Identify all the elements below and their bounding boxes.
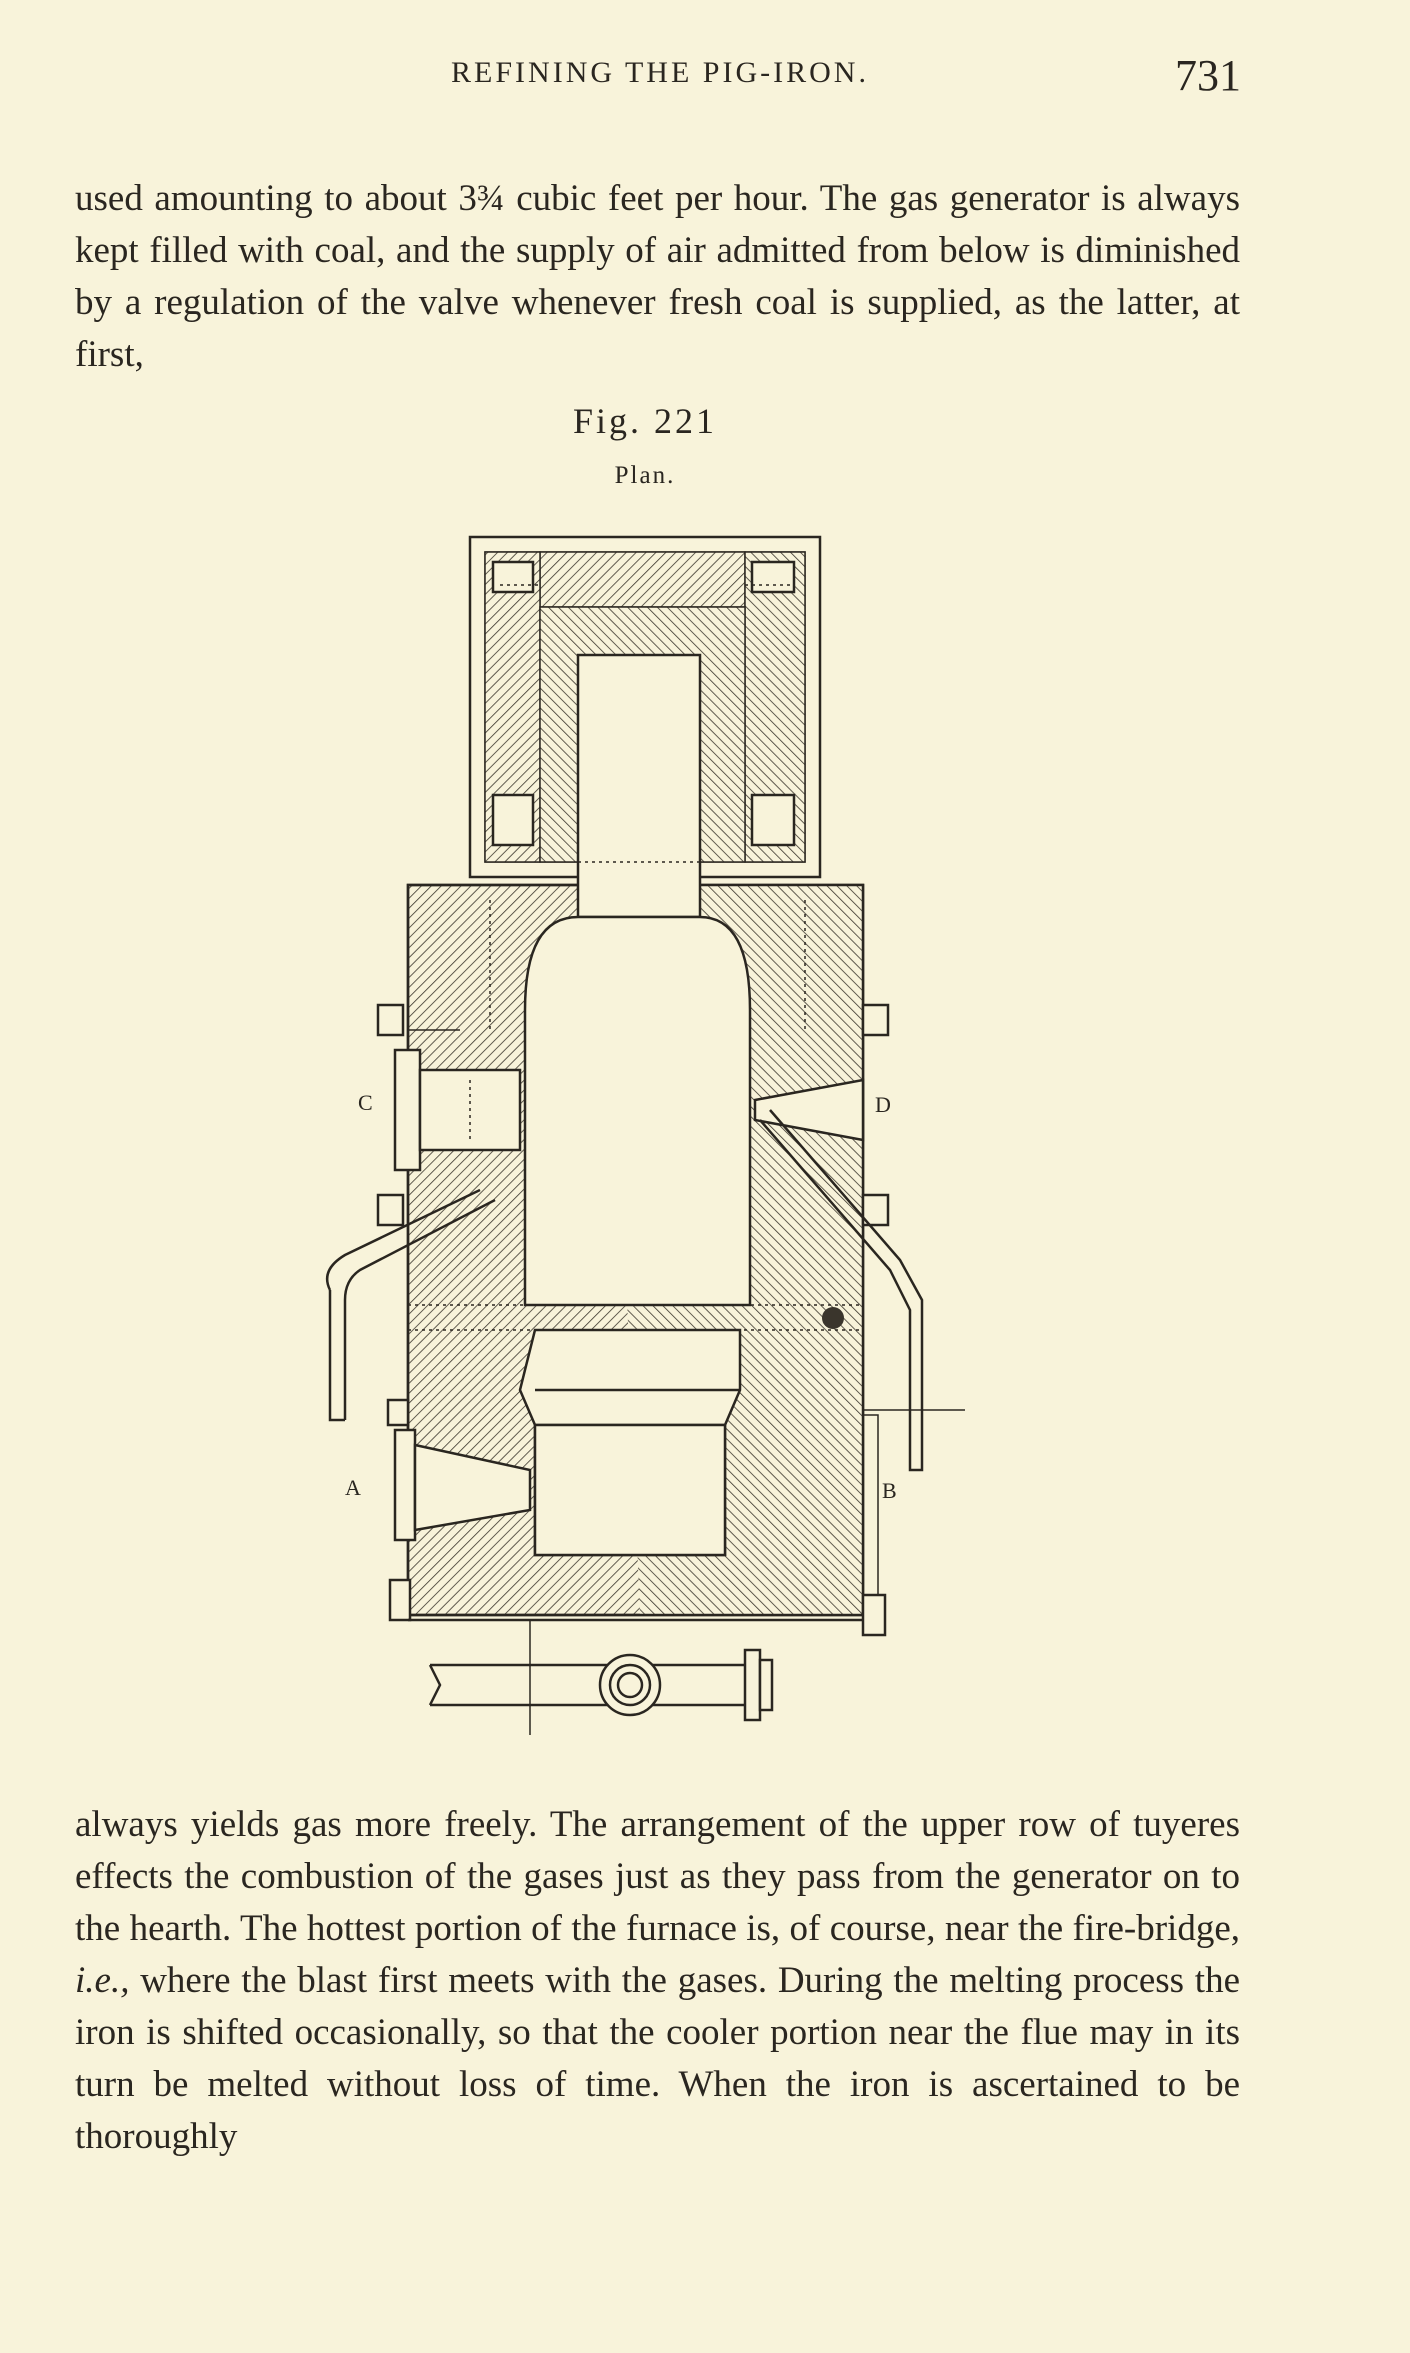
- running-head: REFINING THE PIG-IRON.: [451, 56, 869, 89]
- label-c: C: [358, 1090, 373, 1115]
- paragraph-bottom: [75, 1799, 1240, 2163]
- paragraph-bottom-part-1: always yields gas more freely. The arrangement of the upper row of tuyeres effects the combustion of the gases just as they pass from the generator on to the hearth. The hottest portion of the furnace is, of course, near the fire-bridge,: [75, 1804, 1240, 1949]
- paragraph-bottom-ie: i.e.,: [75, 1960, 130, 2001]
- label-d: D: [875, 1092, 891, 1117]
- figure-caption: Plan.: [614, 462, 676, 489]
- paragraph-top: used amounting to about 3¾ cubic feet per hour. The gas generator is always kept filled with coal, and the supply of air admitted from below is diminished by a regulation of the valve whenever fresh coal is supplied, as the latter, at first,: [75, 178, 1240, 375]
- paragraph-bottom-part-2: where the blast first meets with the gases. During the melting process the iron is shifted occasionally, so that the cooler portion near the flue may in its turn be melted without loss of time. When the iron is ascertained to be thoroughly: [75, 1960, 1241, 2157]
- page-number: 731: [1175, 51, 1241, 100]
- label-b: B: [882, 1478, 897, 1503]
- figure-title: Fig. 221: [572, 401, 718, 441]
- bottom-pipework: [408, 1620, 863, 1735]
- label-a: A: [345, 1475, 361, 1500]
